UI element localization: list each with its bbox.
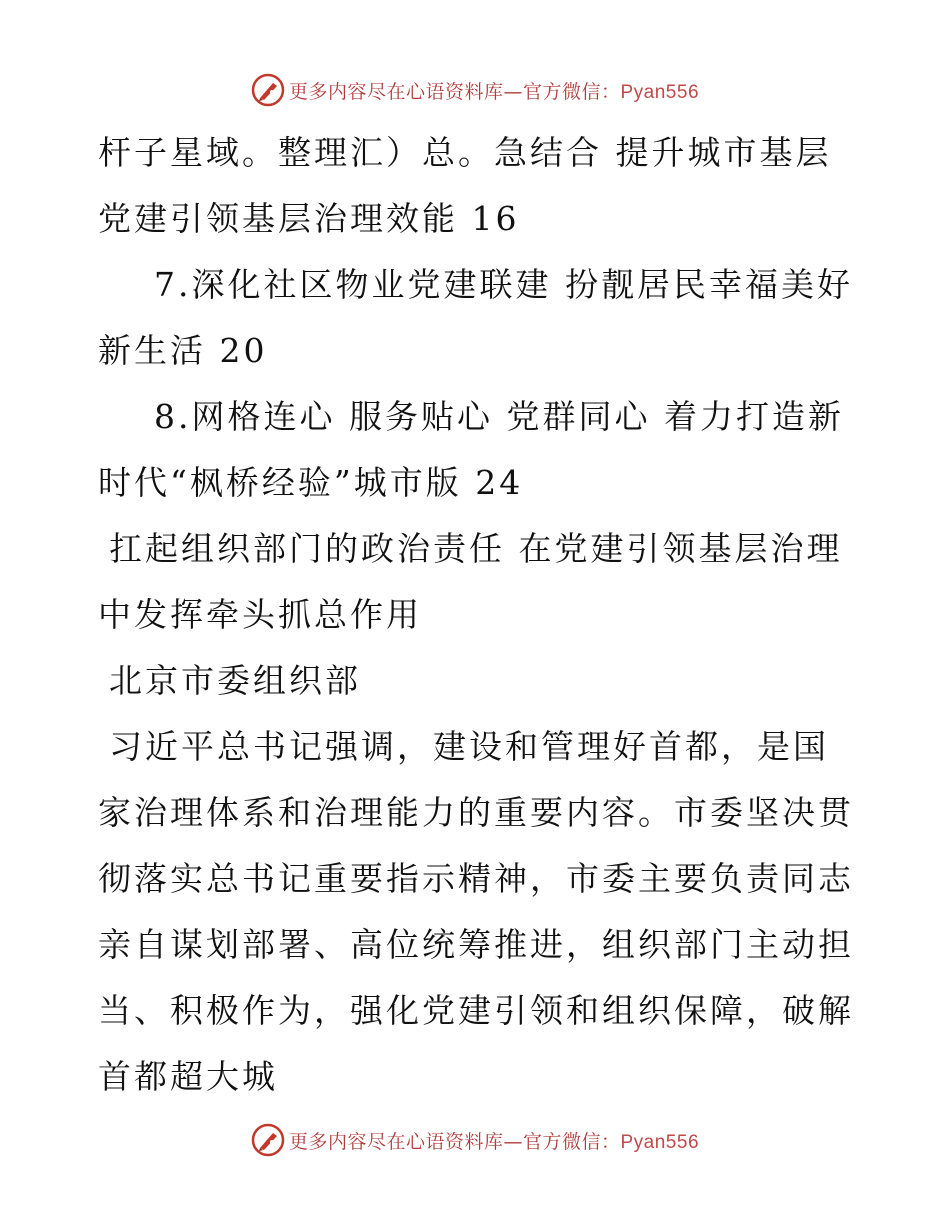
document-body bbox=[98, 120, 858, 1110]
pen-logo-icon bbox=[251, 73, 285, 107]
pen-logo-icon bbox=[251, 1123, 285, 1157]
watermark-id: Pyan556 bbox=[620, 1131, 700, 1153]
watermark-text: 更多内容尽在心语资料库—官方微信：Pyan556 bbox=[288, 80, 700, 103]
toc-entry-8: 8.网格连心 服务贴心 党群同心 着力打造新时代“枫桥经验”城市版 24 bbox=[98, 397, 844, 502]
toc-entry-7: 7.深化社区物业党建联建 扮靓居民幸福美好新生活 20 bbox=[98, 265, 853, 370]
header-watermark bbox=[0, 70, 950, 110]
article-paragraph: 习近平总书记强调，建设和管理好首都，是国家治理体系和治理能力的重要内容。市委坚决贯彻落实总书记重要指示精神，市委主要负责同志亲自谋划部署、高位统筹推进，组织部门主动担当、积极作为，强化党建引领和组织保障，破解首都超大城 bbox=[98, 727, 854, 1096]
watermark-text: 更多内容尽在心语资料库—官方微信：Pyan556 bbox=[288, 1130, 700, 1153]
footer-watermark bbox=[0, 1120, 950, 1160]
watermark-id: Pyan556 bbox=[620, 81, 700, 103]
article-author: 北京市委组织部 bbox=[109, 661, 361, 700]
toc-entry-tail: 杆子星域。整理汇）总。急结合 提升城市基层党建引领基层治理效能 16 bbox=[98, 133, 832, 238]
article-title: 扛起组织部门的政治责任 在党建引领基层治理中发挥牵头抓总作用 bbox=[98, 529, 843, 634]
